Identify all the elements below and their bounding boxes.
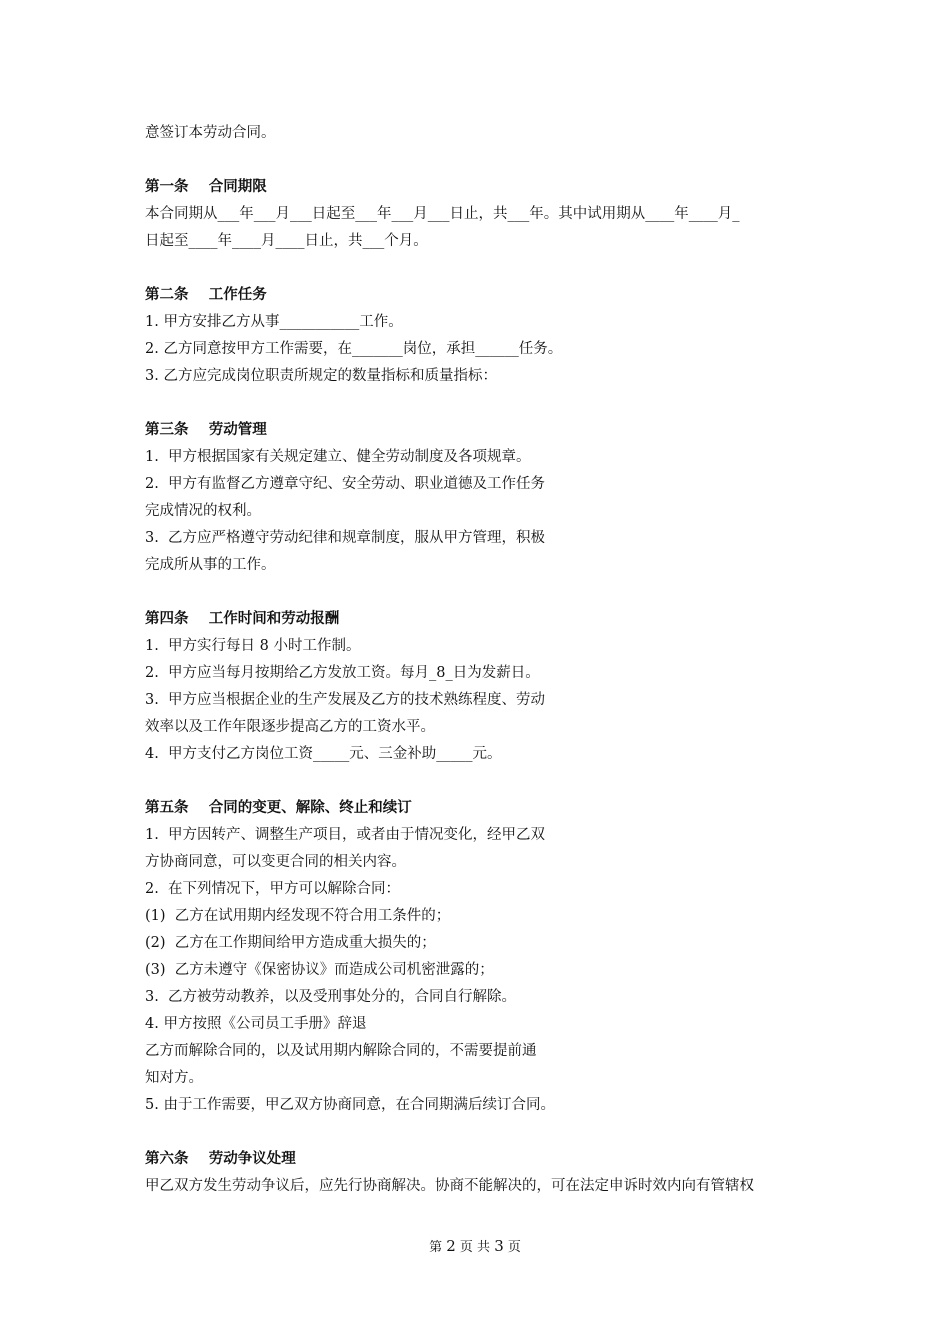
paragraph-line: 2. 乙方同意按甲方工作需要，在_______岗位，承担______任务。 (145, 341, 563, 357)
paragraph-line: 3. 乙方应完成岗位职责所规定的数量指标和质量指标： (145, 368, 497, 384)
paragraph-line: 1. 甲方根据国家有关规定建立、健全劳动制度及各项规章。 (145, 449, 531, 465)
paragraph-line: 3. 乙方被劳动教养，以及受刑事处分的，合同自行解除。 (145, 989, 517, 1005)
paragraph-line: 2. 在下列情况下，甲方可以解除合同： (145, 881, 401, 897)
paragraph-line: 效率以及工作年限逐步提高乙方的工资水平。 (145, 719, 435, 735)
footer-middle: 页 共 (459, 1240, 491, 1255)
paragraph-line: 1. 甲方因转产、调整生产项目，或者由于情况变化，经甲乙双 (145, 827, 546, 843)
paragraph-line: (2) 乙方在工作期间给甲方造成重大损失的； (145, 935, 436, 951)
section-heading: 第三条 劳动管理 (145, 422, 267, 438)
paragraph-line: 甲乙双方发生劳动争议后，应先行协商解决。协商不能解决的，可在法定申诉时效内向有管辖权 (145, 1178, 754, 1194)
paragraph-line: 5. 由于工作需要，甲乙双方协商同意，在合同期满后续订合同。 (145, 1097, 555, 1113)
paragraph-line: 知对方。 (145, 1070, 203, 1086)
paragraph-line: 2. 甲方有监督乙方遵章守纪、安全劳动、职业道德及工作任务 (145, 476, 546, 492)
section-heading: 第六条 劳动争议处理 (145, 1151, 296, 1167)
paragraph-line: 1. 甲方安排乙方从事___________工作。 (145, 314, 403, 330)
paragraph-line: 本合同期从___年___月___日起至___年___月___日止，共___年。其中试用期从____年____月_ (145, 206, 740, 222)
paragraph-line: (1) 乙方在试用期内经发现不符合用工条件的； (145, 908, 451, 924)
page-footer (0, 1236, 950, 1255)
section-heading: 第五条 合同的变更、解除、终止和续订 (145, 800, 412, 816)
paragraph-line: 4. 甲方支付乙方岗位工资_____元、三金补助_____元。 (145, 746, 502, 762)
document-body (145, 120, 825, 1200)
paragraph-line: 3. 乙方应严格遵守劳动纪律和规章制度，服从甲方管理，积极 (145, 530, 546, 546)
paragraph-line: 4. 甲方按照《公司员工手册》辞退 (145, 1016, 367, 1032)
section-heading: 第二条 工作任务 (145, 287, 267, 303)
paragraph-line: 1. 甲方实行每日 8 小时工作制。 (145, 638, 361, 654)
footer-suffix: 页 (507, 1240, 521, 1255)
paragraph-line: 乙方而解除合同的，以及试用期内解除合同的，不需要提前通 (145, 1043, 537, 1059)
paragraph-line: 完成所从事的工作。 (145, 557, 276, 573)
paragraph-line: 2. 甲方应当每月按期给乙方发放工资。每月_8_日为发薪日。 (145, 665, 540, 681)
paragraph-line: 完成情况的权利。 (145, 503, 261, 519)
footer-prefix: 第 (429, 1240, 443, 1255)
section-heading: 第四条 工作时间和劳动报酬 (145, 611, 340, 627)
section-heading: 第一条 合同期限 (145, 179, 267, 195)
paragraph-line: 3. 甲方应当根据企业的生产发展及乙方的技术熟练程度、劳动 (145, 692, 546, 708)
paragraph-line: 方协商同意，可以变更合同的相关内容。 (145, 854, 406, 870)
intro-line: 意签订本劳动合同。 (145, 125, 276, 141)
paragraph-line: (3) 乙方未遵守《保密协议》而造成公司机密泄露的； (145, 962, 494, 978)
current-page-number: 2 (446, 1237, 456, 1255)
paragraph-line: 日起至____年____月____日止，共___个月。 (145, 233, 428, 249)
total-page-number: 3 (494, 1237, 504, 1255)
